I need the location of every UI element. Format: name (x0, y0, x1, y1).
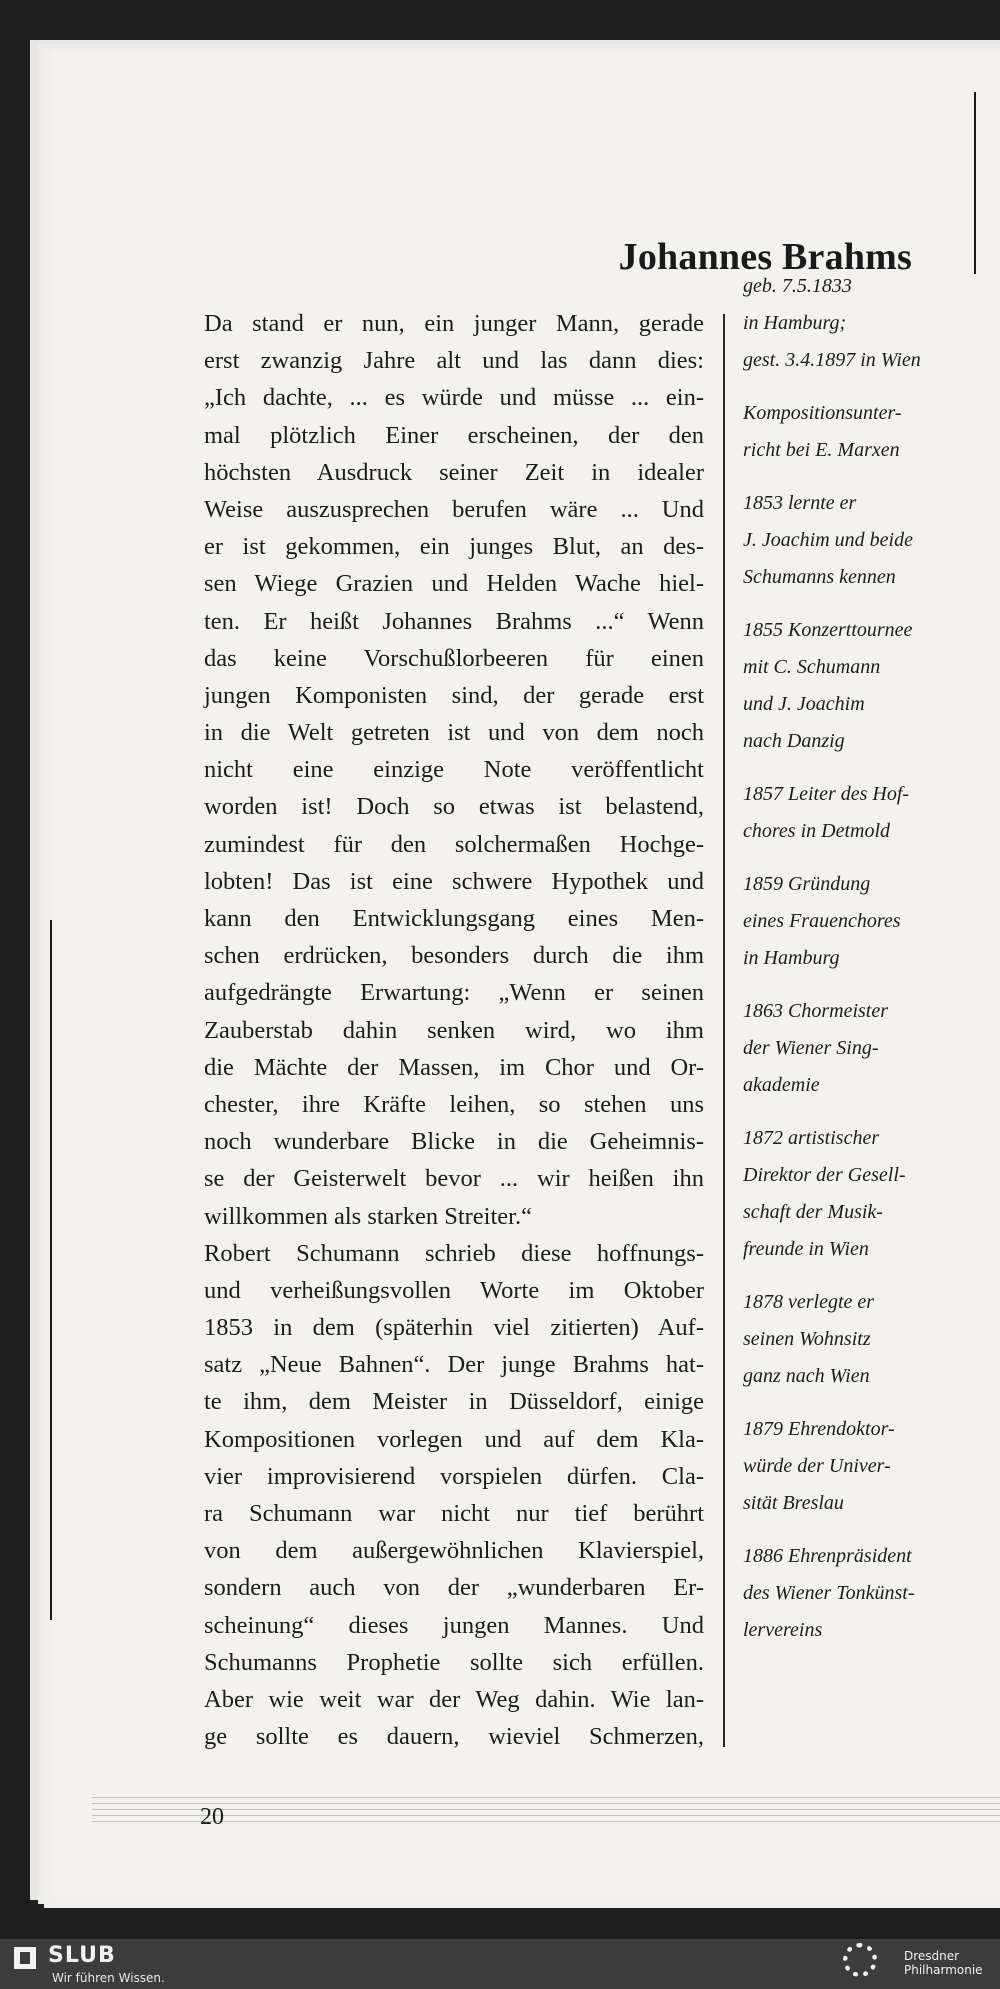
column-rule (723, 314, 725, 1747)
body-line: ra Schumann war nicht nur tief berührt (204, 1500, 704, 1527)
sidebar-line: 1855 Konzerttournee (743, 619, 913, 641)
sidebar-line: in Hamburg; (743, 312, 847, 334)
staff-line (92, 1815, 1000, 1816)
body-line: sen Wiege Grazien und Helden Wache hiel- (204, 570, 704, 598)
sidebar-line: Kompositionsunter- (743, 402, 902, 424)
body-line: noch wunderbare Blicke in die Geheimnis- (204, 1128, 704, 1156)
body-line: worden ist! Doch so etwas ist belastend, (204, 793, 704, 821)
body-line: höchsten Ausdruck seiner Zeit in idealer (204, 458, 704, 486)
body-line: aufgedrängte Erwartung: „Wenn er seinen (204, 979, 704, 1007)
title-bar (974, 92, 976, 274)
sidebar-line: seinen Wohnsitz (743, 1328, 871, 1350)
sidebar-line: 1879 Ehrendoktor- (743, 1418, 895, 1440)
body-line: vier improvisierend vorspielen dürfen. Cla- (204, 1462, 704, 1490)
slub-logo-icon (14, 1947, 36, 1969)
body-line: er ist gekommen, ein junges Blut, an des- (204, 533, 704, 561)
sidebar-line: 1872 artistischer (743, 1127, 880, 1149)
body-line: von dem außergewöhnlichen Klavierspiel, (204, 1537, 704, 1565)
sidebar-line: freunde in Wien (743, 1238, 869, 1260)
article-title: Johannes Brahms (618, 236, 912, 278)
page-number: 20 (200, 1804, 224, 1830)
body-line: kann den Entwicklungsgang eines Men- (204, 905, 704, 932)
sidebar-line: und J. Joachim (743, 693, 865, 715)
body-line: nicht eine einzige Note veröffentlicht (204, 756, 704, 784)
body-line: schen erdrücken, besonders durch die ihm (204, 942, 704, 970)
body-line: sondern auch von der „wunderbaren Er- (204, 1574, 704, 1602)
body-line: ten. Er heißt Johannes Brahms ...“ Wenn (204, 607, 704, 635)
body-line: Aber wie weit war der Weg dahin. Wie lan- (204, 1685, 704, 1713)
sidebar-line: würde der Univer- (743, 1455, 891, 1477)
body-line: und verheißungsvollen Worte im Oktober (204, 1276, 704, 1304)
sidebar-line: 1853 lernte er (743, 492, 857, 514)
sidebar-line: 1878 verlegte er (743, 1291, 875, 1313)
partner-name-line1: Dresdner (904, 1949, 960, 1963)
partner-name-line2: Philharmonie (904, 1963, 983, 1977)
body-line: das keine Vorschußlorbeeren für einen (204, 644, 704, 672)
staff-line (92, 1803, 1000, 1804)
sidebar-line: sität Breslau (743, 1492, 844, 1514)
footer-bar (0, 1939, 1000, 1989)
sidebar-line: 1859 Gründung (743, 873, 871, 895)
staff-line (92, 1797, 1000, 1798)
sidebar-line: mit C. Schumann (743, 656, 881, 678)
body-line: in die Welt getreten ist und von dem noch (204, 719, 704, 747)
body-line: zumindest für den solchermaßen Hochge- (204, 830, 704, 858)
body-line: erst zwanzig Jahre alt und las dann dies: (204, 347, 704, 375)
library-tagline: Wir führen Wissen. (52, 1971, 165, 1985)
sidebar-line: in Hamburg (743, 947, 840, 969)
body-line: se der Geisterwelt bevor ... wir heißen ihn (204, 1165, 704, 1193)
sidebar-line: chores in Detmold (743, 820, 891, 842)
body-line: Kompositionen vorlegen und auf dem Kla- (204, 1425, 704, 1453)
staff-line (92, 1809, 1000, 1810)
sidebar-line: akademie (743, 1074, 820, 1096)
sidebar-line: J. Joachim und beide (743, 529, 913, 551)
sidebar-line: Direktor der Gesell- (743, 1164, 906, 1186)
body-line: 1853 in dem (späterhin viel zitierten) Auf- (204, 1314, 704, 1342)
body-line: „Ich dachte, ... es würde und müsse ... ein- (204, 384, 704, 412)
sidebar-line: des Wiener Tonkünst- (743, 1582, 915, 1604)
sidebar-line: 1857 Leiter des Hof- (743, 783, 910, 805)
body-line: te ihm, dem Meister in Düsseldorf, einige (204, 1388, 704, 1416)
body-line: ge sollte es dauern, wieviel Schmerzen, (204, 1723, 704, 1751)
body-line: satz „Neue Bahnen“. Der junge Brahms hat- (204, 1351, 704, 1379)
library-name: SLUB (48, 1943, 116, 1968)
body-line: scheinung“ dieses jungen Mannes. Und (204, 1611, 704, 1639)
sidebar-line: schaft der Musik- (743, 1201, 883, 1223)
sidebar-line: eines Frauenchores (743, 910, 901, 932)
body-line: jungen Komponisten sind, der gerade erst (204, 681, 704, 709)
sidebar-line: lervereins (743, 1619, 823, 1641)
body-line: Da stand er nun, ein junger Mann, gerade (204, 310, 704, 337)
sidebar-line: der Wiener Sing- (743, 1037, 879, 1059)
body-line: mal plötzlich Einer erscheinen, der den (204, 421, 704, 449)
body-line: chester, ihre Kräfte leihen, so stehen uns (204, 1090, 704, 1118)
body-line: lobten! Das ist eine schwere Hypothek und (204, 867, 704, 895)
sidebar-line: gest. 3.4.1897 in Wien (743, 349, 921, 371)
body-line: Robert Schumann schrieb diese hoffnungs- (204, 1239, 704, 1267)
sidebar-line: geb. 7.5.1833 (743, 275, 852, 297)
staff-line (92, 1821, 1000, 1822)
sidebar-line: nach Danzig (743, 730, 845, 752)
sidebar-line: 1886 Ehrenpräsident (743, 1545, 912, 1567)
sidebar-line: 1863 Chormeister (743, 1000, 888, 1022)
body-line: die Mächte der Massen, im Chor und Or- (204, 1053, 704, 1081)
body-line: willkommen als starken Streiter.“ (204, 1202, 532, 1230)
body-line: Zauberstab dahin senken wird, wo ihm (204, 1016, 704, 1044)
philharmonie-logo-icon (843, 1943, 877, 1977)
article-body (204, 305, 704, 1755)
body-line: Schumanns Prophetie sollte sich erfüllen. (204, 1648, 704, 1676)
partner-name (904, 1949, 983, 1977)
sidebar-line: richt bei E. Marxen (743, 439, 900, 461)
body-line: Weise auszusprechen berufen wäre ... Und (204, 495, 704, 523)
sidebar-line: Schumanns kennen (743, 566, 896, 588)
sidebar-line: ganz nach Wien (743, 1365, 870, 1387)
document-page (52, 52, 1000, 1897)
